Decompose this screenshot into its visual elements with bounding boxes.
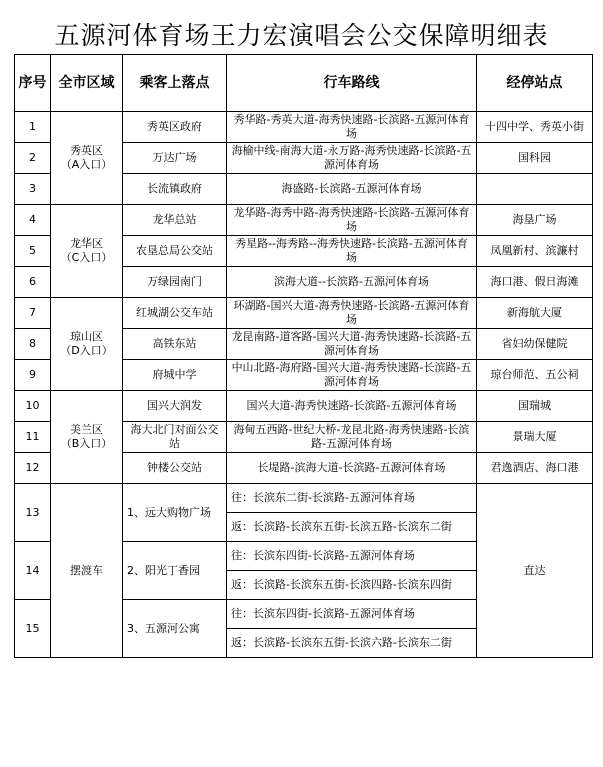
table-row [15,298,593,329]
region-entry: （C入口） [60,251,113,264]
header-stop: 乘客上落点 [123,55,227,112]
stop-cell: 万绿园南门 [123,267,227,298]
row-no: 7 [15,298,51,329]
region-name: 秀英区 [70,144,103,157]
row-no: 4 [15,205,51,236]
route-cell: 海榆中线-南海大道-永万路-海秀快速路-长滨路-五源河体育场 [227,143,477,174]
stop-cell: 高铁东站 [123,329,227,360]
via-cell: 海垦广场 [477,205,593,236]
stop-cell: 国兴大润发 [123,391,227,422]
via-cell: 直达 [477,484,593,658]
row-no: 2 [15,143,51,174]
row-no: 10 [15,391,51,422]
region-entry: （D入口） [60,344,113,357]
via-cell: 国瑞城 [477,391,593,422]
via-cell: 景瑞大厦 [477,422,593,453]
row-no: 9 [15,360,51,391]
stop-cell: 长流镇政府 [123,174,227,205]
via-cell: 省妇幼保健院 [477,329,593,360]
stop-cell: 万达广场 [123,143,227,174]
row-no: 6 [15,267,51,298]
via-cell: 君逸酒店、海口港 [477,453,593,484]
route-back-cell: 返：长滨路-长滨东五街-长滨五路-长滨东二街 [227,513,477,542]
via-cell [477,174,593,205]
header-via: 经停站点 [477,55,593,112]
region-cell-shuttle: 摆渡车 [51,484,123,658]
stop-cell: 府城中学 [123,360,227,391]
region-entry: （A入口） [60,158,113,171]
stop-cell: 2、阳光丁香园 [123,542,227,600]
header-no: 序号 [15,55,51,112]
region-cell [51,391,123,484]
table-row [15,112,593,143]
row-no: 15 [15,600,51,658]
stop-cell: 秀英区政府 [123,112,227,143]
row-no: 14 [15,542,51,600]
bus-schedule-table [14,54,593,658]
row-no: 8 [15,329,51,360]
via-cell: 海口港、假日海滩 [477,267,593,298]
route-cell: 国兴大道-海秀快速路-长滨路-五源河体育场 [227,391,477,422]
row-no: 12 [15,453,51,484]
route-cell: 海盛路-长滨路-五源河体育场 [227,174,477,205]
row-no: 11 [15,422,51,453]
route-back-cell: 返：长滨路-长滨东五街-长滨四路-长滨东四街 [227,571,477,600]
route-cell: 龙华路-海秀中路-海秀快速路-长滨路-五源河体育场 [227,205,477,236]
stop-cell: 钟楼公交站 [123,453,227,484]
route-cell: 长堤路-滨海大道-长滨路-五源河体育场 [227,453,477,484]
via-cell: 凤凰新村、滨濂村 [477,236,593,267]
region-cell [51,112,123,205]
stop-cell: 红城湖公交车站 [123,298,227,329]
header-route: 行车路线 [227,55,477,112]
row-no: 3 [15,174,51,205]
table-header-row [15,55,593,112]
route-cell: 龙昆南路-道客路-国兴大道-海秀快速路-长滨路-五源河体育场 [227,329,477,360]
route-cell: 秀星路--海秀路--海秀快速路-长滨路-五源河体育场 [227,236,477,267]
stop-cell: 1、远大购物广场 [123,484,227,542]
route-go-cell: 往：长滨东四街-长滨路-五源河体育场 [227,600,477,629]
region-entry: （B入口） [60,437,113,450]
route-cell: 中山北路-海府路-国兴大道-海秀快速路-长滨路-五源河体育场 [227,360,477,391]
region-name: 美兰区 [70,423,103,436]
row-no: 5 [15,236,51,267]
table-row [15,391,593,422]
via-cell: 新海航大厦 [477,298,593,329]
route-cell: 海甸五西路-世纪大桥-龙昆北路-海秀快速路-长滨路-五源河体育场 [227,422,477,453]
page-title: 五源河体育场王力宏演唱会公交保障明细表 [54,21,549,50]
via-cell: 十四中学、秀英小街 [477,112,593,143]
route-back-cell: 返：长滨路-长滨东五街-长滨六路-长滨东二街 [227,629,477,658]
via-cell: 琼台师范、五公祠 [477,360,593,391]
header-region: 全市区域 [51,55,123,112]
table-row [15,484,593,513]
route-cell: 滨海大道--长滨路-五源河体育场 [227,267,477,298]
route-cell: 秀华路-秀英大道-海秀快速路-长滨路-五源河体育场 [227,112,477,143]
stop-cell: 海大北门对面公交站 [123,422,227,453]
table-row [15,205,593,236]
route-cell: 环湖路-国兴大道-海秀快速路-长滨路-五源河体育场 [227,298,477,329]
route-go-cell: 往：长滨东二街-长滨路-五源河体育场 [227,484,477,513]
region-name: 琼山区 [70,330,103,343]
row-no: 1 [15,112,51,143]
stop-cell: 龙华总站 [123,205,227,236]
region-name: 龙华区 [70,237,103,250]
row-no: 13 [15,484,51,542]
via-cell: 国科园 [477,143,593,174]
region-cell [51,205,123,298]
region-cell [51,298,123,391]
stop-cell: 3、五源河公寓 [123,600,227,658]
route-go-cell: 往：长滨东四街-长滨路-五源河体育场 [227,542,477,571]
stop-cell: 农垦总局公交站 [123,236,227,267]
